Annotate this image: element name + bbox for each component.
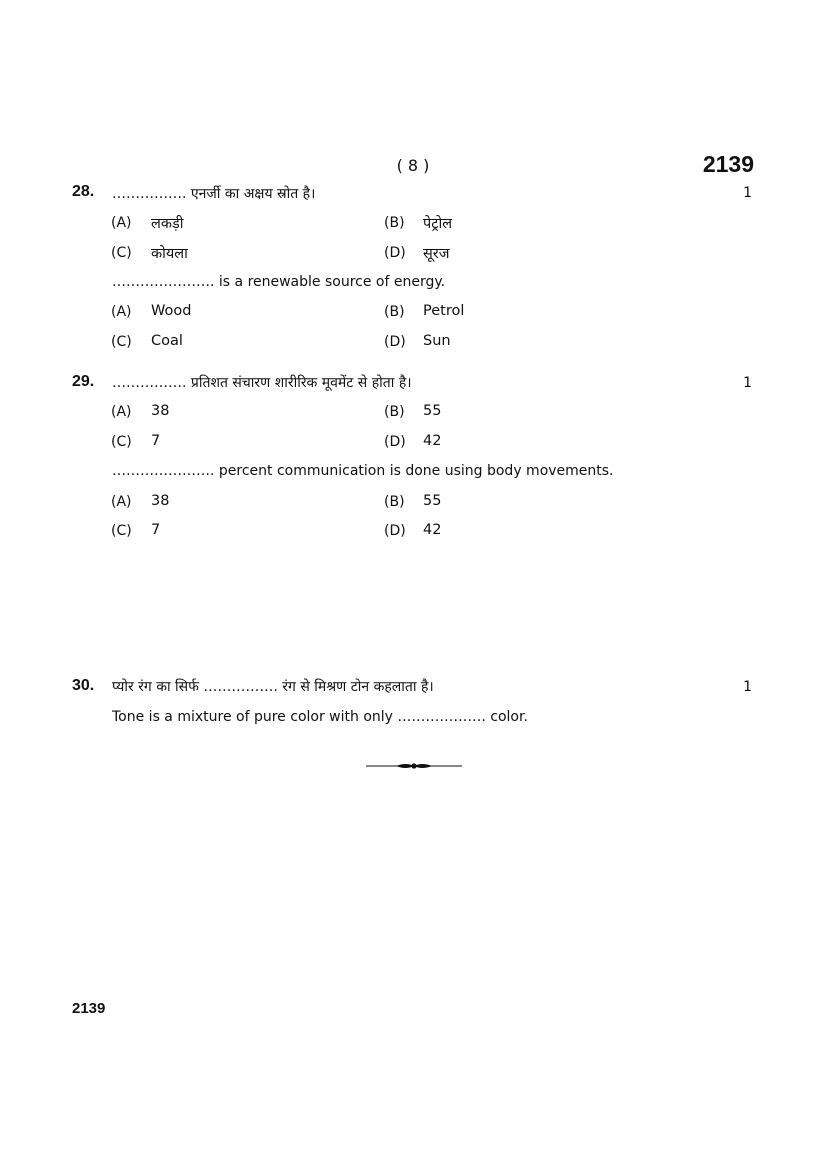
q29-en-option-b-text: 55: [423, 493, 442, 509]
question-28-hindi-text: ……………. एनर्जी का अक्षय स्रोत है।: [112, 186, 316, 202]
q28-hi-option-b-text: पेट्रोल: [423, 216, 453, 232]
q29-en-option-b-key: (B): [384, 494, 405, 510]
question-28-marks: 1: [743, 185, 752, 201]
q28-en-option-d-key: (D): [384, 334, 406, 350]
q29-hi-option-c-text: 7: [151, 433, 161, 449]
question-28-english-text: …………………. is a renewable source of energy.: [112, 274, 446, 290]
question-29-english-text: …………………. percent communication is done using body movements.: [112, 463, 614, 479]
q29-hi-option-d-key: (D): [384, 434, 406, 450]
q28-en-option-c-text: Coal: [151, 333, 183, 349]
q28-hi-option-d-text: सूरज: [423, 246, 450, 262]
q29-en-option-a-text: 38: [151, 493, 170, 509]
q29-hi-option-b-text: 55: [423, 403, 442, 419]
q28-en-option-d-text: Sun: [423, 333, 451, 349]
question-30-english-text: Tone is a mixture of pure color with only ………………. color.: [112, 709, 528, 725]
page-number: ( 8 ): [396, 156, 430, 175]
q28-hi-option-c-key: (C): [111, 245, 132, 261]
q28-hi-option-d-key: (D): [384, 245, 406, 261]
q29-en-option-c-text: 7: [151, 522, 161, 538]
question-30-hindi-text: प्योर रंग का सिर्फ ……………. रंग से मिश्रण टोन कहलाता है।: [112, 679, 434, 695]
q29-en-option-d-key: (D): [384, 523, 406, 539]
q29-en-option-d-text: 42: [423, 522, 442, 538]
q28-hi-option-a-key: (A): [111, 215, 132, 231]
q29-hi-option-c-key: (C): [111, 434, 132, 450]
q29-en-option-c-key: (C): [111, 523, 132, 539]
q28-hi-option-b-key: (B): [384, 215, 405, 231]
paper-code-footer: 2139: [72, 1000, 106, 1017]
question-30-number: 30.: [72, 677, 95, 694]
question-29-hindi-text: ……………. प्रतिशत संचारण शारीरिक मूवमेंट से होता है।: [112, 375, 412, 391]
question-28-number: 28.: [72, 183, 95, 200]
paper-code-header: 2139: [702, 151, 754, 177]
q29-en-option-a-key: (A): [111, 494, 132, 510]
question-29-number: 29.: [72, 373, 95, 390]
q28-en-option-b-key: (B): [384, 304, 405, 320]
q28-en-option-a-text: Wood: [151, 303, 192, 319]
q28-en-option-c-key: (C): [111, 334, 132, 350]
end-of-paper-ornament: [366, 758, 462, 772]
q28-en-option-a-key: (A): [111, 304, 132, 320]
q29-hi-option-d-text: 42: [423, 433, 442, 449]
q29-hi-option-a-text: 38: [151, 403, 170, 419]
q29-hi-option-a-key: (A): [111, 404, 132, 420]
q28-hi-option-a-text: लकड़ी: [151, 216, 184, 232]
question-29-marks: 1: [743, 375, 752, 391]
q28-hi-option-c-text: कोयला: [151, 246, 188, 262]
q28-en-option-b-text: Petrol: [423, 303, 465, 319]
q29-hi-option-b-key: (B): [384, 404, 405, 420]
question-30-marks: 1: [743, 679, 752, 695]
